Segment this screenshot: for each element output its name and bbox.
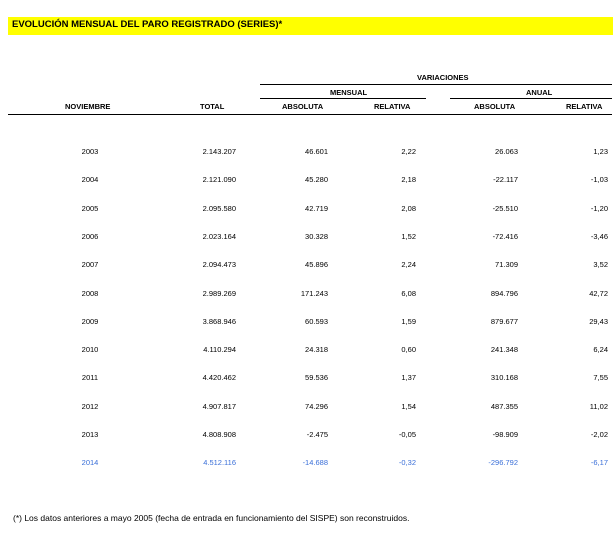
cell-total: 2.989.269 <box>202 289 236 298</box>
cell-mensual-relativa: 1,54 <box>401 402 416 411</box>
cell-year: 2007 <box>81 260 99 269</box>
cell-mensual-absoluta: 45.280 <box>305 175 328 184</box>
cell-mensual-relativa: 1,59 <box>401 317 416 326</box>
cell-anual-relativa: -2,02 <box>590 430 608 439</box>
cell-anual-absoluta: 310.168 <box>490 373 518 382</box>
cell-mensual-relativa: -0,32 <box>398 458 416 467</box>
header-anual-relativa: RELATIVA <box>566 102 603 111</box>
cell-year: 2013 <box>81 430 99 439</box>
cell-anual-relativa: 6,24 <box>593 345 608 354</box>
cell-total: 4.110.294 <box>203 345 236 354</box>
cell-mensual-relativa: 2,18 <box>401 175 416 184</box>
cell-mensual-relativa: 0,60 <box>401 345 416 354</box>
cell-mensual-absoluta: 60.593 <box>305 317 328 326</box>
cell-anual-absoluta: 26.063 <box>495 147 518 156</box>
cell-mensual-absoluta: 74.296 <box>305 402 328 411</box>
cell-anual-absoluta: 879.677 <box>490 317 518 326</box>
header-total: TOTAL <box>200 102 225 111</box>
cell-mensual-absoluta: 59.536 <box>305 373 328 382</box>
header-month: NOVIEMBRE <box>65 102 111 111</box>
cell-mensual-relativa: 2,08 <box>401 204 416 213</box>
rule-header-bottom <box>8 114 612 115</box>
cell-anual-relativa: 11,02 <box>589 402 608 411</box>
cell-anual-absoluta: -72.416 <box>492 232 518 241</box>
cell-anual-relativa: -1,20 <box>590 204 608 213</box>
rule-anual <box>450 98 612 99</box>
cell-total: 4.808.908 <box>202 430 236 439</box>
cell-year: 2010 <box>81 345 99 354</box>
cell-mensual-relativa: -0,05 <box>398 430 416 439</box>
cell-anual-absoluta: 894.796 <box>490 289 518 298</box>
cell-total: 2.023.164 <box>202 232 236 241</box>
rule-variaciones <box>260 84 612 85</box>
cell-anual-relativa: 7,55 <box>593 373 608 382</box>
header-variaciones: VARIACIONES <box>417 73 469 82</box>
cell-year: 2014 <box>81 458 99 467</box>
cell-anual-relativa: 3,52 <box>593 260 608 269</box>
header-anual-absoluta: ABSOLUTA <box>474 102 516 111</box>
cell-total: 2.143.207 <box>202 147 236 156</box>
cell-total: 4.907.817 <box>202 402 236 411</box>
cell-year: 2003 <box>81 147 99 156</box>
cell-total: 4.512.116 <box>203 458 236 467</box>
cell-year: 2006 <box>81 232 99 241</box>
cell-anual-absoluta: 487.355 <box>490 402 518 411</box>
cell-total: 3.868.946 <box>202 317 236 326</box>
cell-total: 2.094.473 <box>202 260 236 269</box>
cell-year: 2004 <box>81 175 99 184</box>
cell-mensual-absoluta: 24.318 <box>305 345 328 354</box>
cell-anual-absoluta: -98.909 <box>492 430 518 439</box>
cell-year: 2012 <box>81 402 99 411</box>
cell-anual-absoluta: 71.309 <box>495 260 518 269</box>
cell-mensual-relativa: 2,22 <box>401 147 416 156</box>
cell-anual-relativa: 1,23 <box>593 147 608 156</box>
cell-anual-absoluta: -296.792 <box>488 458 518 467</box>
cell-total: 2.121.090 <box>202 175 236 184</box>
cell-anual-absoluta: -25.510 <box>492 204 518 213</box>
cell-mensual-relativa: 2,24 <box>401 260 416 269</box>
cell-anual-relativa: 29,43 <box>589 317 608 326</box>
header-anual: ANUAL <box>526 88 553 97</box>
header-mensual: MENSUAL <box>330 88 368 97</box>
cell-mensual-absoluta: -2.475 <box>306 430 328 439</box>
cell-mensual-absoluta: 46.601 <box>305 147 328 156</box>
page-title: EVOLUCIÓN MENSUAL DEL PARO REGISTRADO (SERIES)* <box>12 19 283 30</box>
cell-total: 2.095.580 <box>202 204 236 213</box>
header-mensual-absoluta: ABSOLUTA <box>282 102 324 111</box>
cell-anual-absoluta: 241.348 <box>490 345 518 354</box>
header-mensual-relativa: RELATIVA <box>374 102 411 111</box>
cell-mensual-absoluta: 45.896 <box>305 260 328 269</box>
cell-anual-relativa: -1,03 <box>590 175 608 184</box>
cell-anual-relativa: 42,72 <box>589 289 608 298</box>
cell-mensual-relativa: 1,52 <box>401 232 416 241</box>
cell-year: 2008 <box>81 289 99 298</box>
cell-mensual-absoluta: 171.243 <box>300 289 328 298</box>
cell-anual-relativa: -6,17 <box>590 458 608 467</box>
cell-mensual-relativa: 6,08 <box>401 289 416 298</box>
cell-total: 4.420.462 <box>202 373 236 382</box>
rule-mensual <box>260 98 426 99</box>
footnote: (*) Los datos anteriores a mayo 2005 (fecha de entrada en funcionamiento del SISPE) son reconstruidos. <box>13 513 410 523</box>
cell-mensual-absoluta: -14.688 <box>302 458 328 467</box>
cell-year: 2005 <box>81 204 99 213</box>
cell-mensual-absoluta: 30.328 <box>305 232 328 241</box>
cell-mensual-absoluta: 42.719 <box>305 204 328 213</box>
title-bar <box>8 17 613 35</box>
cell-anual-absoluta: -22.117 <box>493 175 518 184</box>
cell-year: 2011 <box>81 373 99 382</box>
cell-mensual-relativa: 1,37 <box>401 373 416 382</box>
cell-year: 2009 <box>81 317 99 326</box>
cell-anual-relativa: -3,46 <box>590 232 608 241</box>
